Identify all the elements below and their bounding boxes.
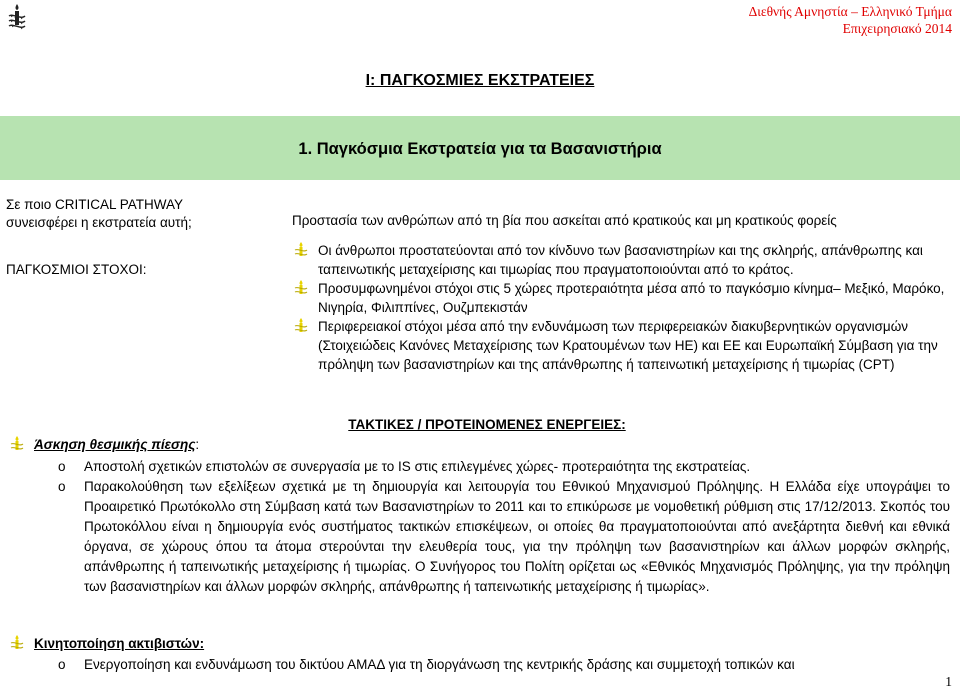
critical-pathway-answer: Προστασία των ανθρώπων από τη βία που ασκείται από κρατικούς και μη κρατικούς φορείς <box>292 213 837 228</box>
action-text: Παρακολούθηση των εξελίξεων σχετικά με τη δημιουργία και λειτουργία του Εθνικού Μηχανισμού Πρόληψης. Η Ελλάδα είχε υπογράψει το Προαιρετικό Πρωτόκολλο στη Σύμβαση κατά των Βασανιστηρίων το 2011 και το επικύρωσε με νομοθετική ρύθμιση στις 17/12/2013. Σκοπός του Πρωτοκόλλου είναι η δημιουργία ενός συστήματος τακτικών επισκέψεων, οι οποίες θα πραγματοποιούνται από ανεξάρτητα διεθνή και εθνικά όργανα, σε χώρους όπου τα άτομα στερούνται την ελευθερία τους, για την πρόληψη των βασανιστηρίων και άλλων μορφών σκληρής, απάνθρωπης ή ταπεινωτικής μεταχείρισης ή τιμωρίας. Ο Συνήγορος του Πολίτη ορίζεται ως «Εθνικός Μηχανισμός Πρόληψης, για την πρόληψη των βασανιστηρίων και άλλων μορφών σκληρής, απάνθρωπης ή ταπεινωτικής μεταχείρισης ή τιμωρίας». <box>84 479 950 594</box>
campaign-title: 1. Παγκόσμια Εκστρατεία για τα Βασανιστήρια <box>298 140 662 158</box>
action-text: Αποστολή σχετικών επιστολών σε συνεργασία με το IS στις επιλεγμένες χώρες- προτεραιότητα της εκστρατείας. <box>84 459 751 474</box>
list-item <box>318 241 950 279</box>
list-item <box>58 655 950 675</box>
pressure-heading <box>34 437 199 452</box>
pressure-label: Άσκηση θεσμικής πίεσης <box>34 437 196 452</box>
pressure-list <box>58 457 950 597</box>
global-goals-list <box>318 241 950 374</box>
candle-bullet-icon <box>294 280 308 296</box>
section-title: Ι: ΠΑΓΚΟΣΜΙΕΣ ΕΚΣΤΡΑΤΕΙΕΣ <box>365 72 595 89</box>
candle-bullet-icon <box>10 436 24 452</box>
tactics-title: ΤΑΚΤΙΚΕΣ / ΠΡΟΤΕΙΝΟΜΕΝΕΣ ΕΝΕΡΓΕΙΕΣ: <box>348 417 626 432</box>
org-line: Διεθνής Αμνηστία – Ελληνικό Τμήμα <box>748 4 952 19</box>
document-header <box>749 3 952 37</box>
candle-bullet-icon <box>294 242 308 258</box>
global-goals-label: ΠΑΓΚΟΣΜΙΟΙ ΣΤΟΧΟΙ: <box>6 262 147 277</box>
pressure-suffix: : <box>195 437 200 452</box>
list-item <box>58 477 950 597</box>
goal-text: Περιφερειακοί στόχοι μέσα από την ενδυνάμωση των περιφερειακών διακυβερνητικών οργανισμών (Στοιχειώδεις Κανόνες Μεταχείρισης των Κρατουμένων των ΗΕ) και ΕΕ και Ευρωπαϊκή Σύμβαση για την πρόληψη των βασανιστηρίων και της απάνθρωπης ή ταπεινωτική μεταχείρισης ή τιμωρίας (CPT) <box>318 319 938 372</box>
candle-in-barbed-wire-icon <box>6 2 28 32</box>
list-bullet: o <box>58 657 66 672</box>
mobilization-heading: Κινητοποίηση ακτιβιστών: <box>34 636 205 651</box>
mobilization-list <box>58 655 950 675</box>
list-item <box>318 317 950 374</box>
page-number: 1 <box>945 674 952 689</box>
report-line: Επιχειρησιακό 2014 <box>842 21 952 36</box>
candle-bullet-icon <box>294 318 308 334</box>
list-item <box>318 279 950 317</box>
candle-bullet-icon <box>10 635 24 651</box>
list-item <box>58 457 950 477</box>
campaign-title-band <box>0 116 960 180</box>
list-bullet: o <box>58 479 66 494</box>
goal-text: Οι άνθρωποι προστατεύονται από τον κίνδυνο των βασανιστηρίων και της σκληρής, απάνθρωπης και ταπεινωτικής μεταχείρισης και τιμωρίας που πραγματοποιούνται από το κράτος. <box>318 243 923 277</box>
critical-pathway-question: Σε ποιο CRITICAL PATHWAY συνεισφέρει η εκστρατεία αυτή; <box>6 197 192 230</box>
list-bullet: o <box>58 459 66 474</box>
goal-text: Προσυμφωνημένοι στόχοι στις 5 χώρες προτεραιότητα μέσα από το παγκόσμιο κίνημα– Μεξικό, Μαρόκο, Νιγηρία, Φιλιππίνες, Ουζμπεκιστάν <box>318 281 945 315</box>
action-text: Ενεργοποίηση και ενδυνάμωση του δικτύου ΑΜΑΔ για τη διοργάνωση της κεντρικής δράσης και συμμετοχή τοπικών και <box>84 657 795 672</box>
